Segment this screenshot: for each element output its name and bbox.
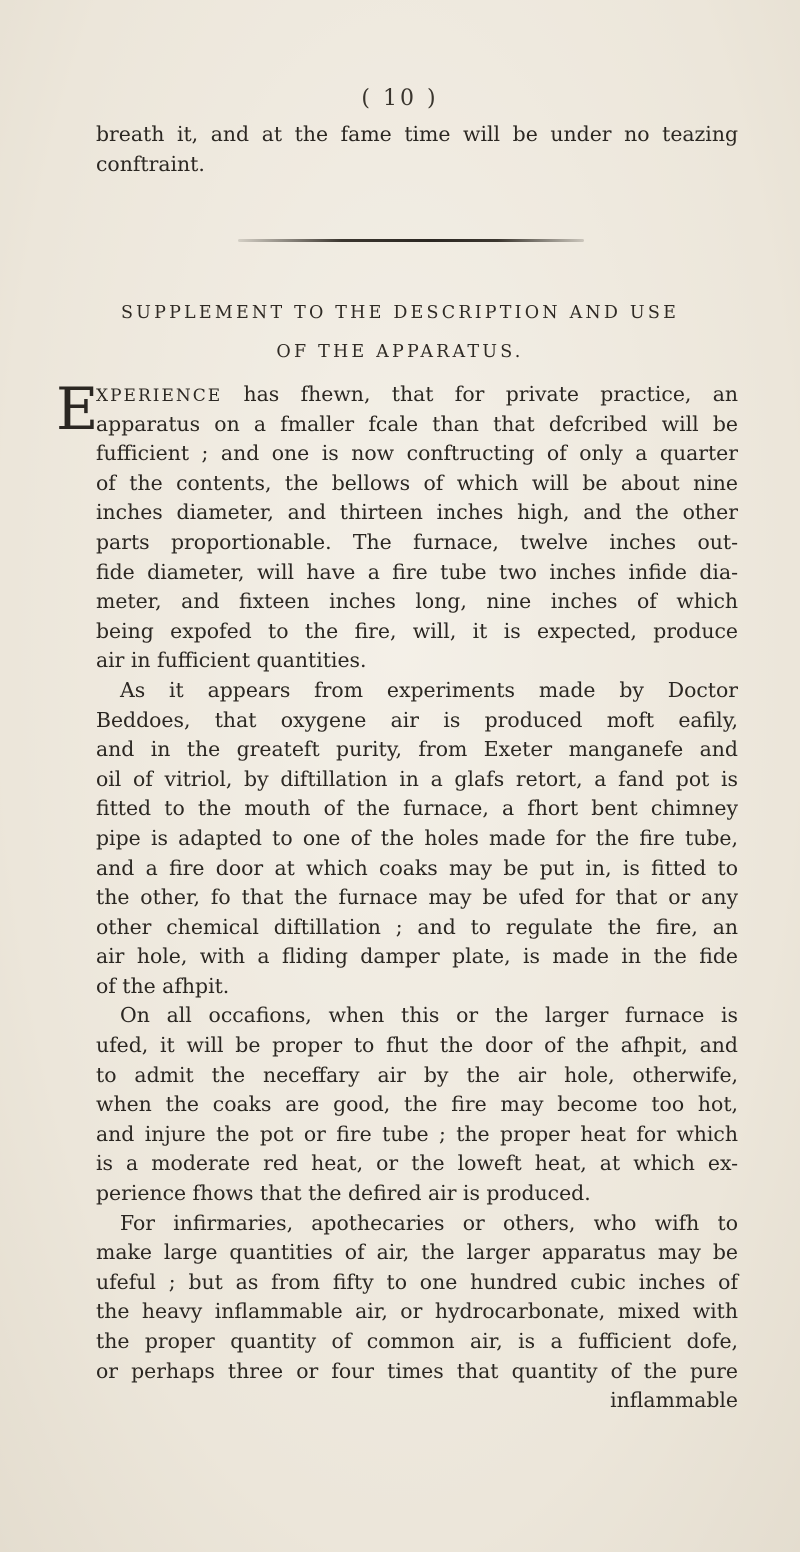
text-line: and injure the pot or fire tube ; the proper heat for which: [96, 1121, 738, 1146]
body-text: [56, 375, 738, 1416]
text-line: other chemical diftillation ; and to regulate the fire, an: [96, 914, 738, 939]
section-divider: [238, 239, 584, 242]
text-line: of the contents, the bellows of which will be about nine: [96, 470, 738, 495]
text-line: fufficient ; and one is now conftructing of only a quarter: [96, 441, 738, 466]
text-line: meter, and fixteen inches long, nine inches of which: [96, 589, 738, 614]
text-line: breath it, and at the fame time will be under no teazing: [96, 122, 738, 146]
section-heading-continued: OF THE APPARATUS.: [276, 342, 524, 362]
section-heading: SUPPLEMENT TO THE DESCRIPTION AND USE: [120, 303, 680, 323]
text-line: and a fire door at which coaks may be put in, is fitted to: [96, 855, 738, 880]
text-line: ufeful ; but as from fifty to one hundred cubic inches of: [96, 1269, 738, 1294]
text-line: or perhaps three or four times that quantity of the pure: [96, 1358, 738, 1383]
text-line: to admit the neceffary air by the air hole, otherwife,: [96, 1062, 738, 1087]
first-word-rest: XPERIENCE: [96, 386, 223, 406]
text-line: and in the greateft purity, from Exeter manganefe and: [96, 737, 738, 762]
opening-paragraph: [96, 120, 738, 179]
text-line: the heavy inflammable air, or hydrocarbonate, mixed with: [96, 1299, 738, 1324]
text-line: being expofed to the fire, will, it is expected, produce: [96, 618, 738, 643]
text-line: air hole, with a fliding damper plate, is made in the fide: [96, 944, 738, 969]
text-line: perience fhows that the defired air is produced.: [96, 1181, 591, 1206]
text-line: parts proportionable. The furnace, twelve inches out-: [96, 529, 738, 554]
text-line: conftraint.: [96, 151, 205, 176]
text-line: apparatus on a fmaller fcale than that defcribed will be: [96, 411, 738, 436]
text-line: fitted to the mouth of the furnace, a fhort bent chimney: [96, 796, 738, 821]
text-line: As it appears from experiments made by Doctor: [120, 677, 738, 702]
text-line: On all occafions, when this or the larger furnace is: [120, 1003, 738, 1028]
text-line: the proper quantity of common air, is a fufficient dofe,: [96, 1329, 738, 1353]
text-line: make large quantities of air, the larger apparatus may be: [96, 1240, 738, 1265]
text-line: of the afhpit.: [96, 973, 230, 998]
text-line: oil of vitriol, by diftillation in a glafs retort, a fand pot is: [96, 766, 738, 791]
text-line: ufed, it will be proper to fhut the door of the afhpit, and: [96, 1033, 738, 1058]
text-line: is a moderate red heat, or the loweft heat, at which ex-: [96, 1151, 738, 1176]
first-line-text: has fhewn, that for private practice, an: [222, 382, 738, 406]
text-line: For infirmaries, apothecaries or others, who wifh to: [120, 1210, 738, 1235]
drop-cap: E: [56, 375, 99, 443]
page-number: ( 10 ): [361, 86, 439, 111]
text-line: pipe is adapted to one of the holes made for the fire tube,: [96, 825, 738, 850]
text-line: Beddoes, that oxygene air is produced moft eafily,: [96, 707, 738, 732]
text-line: inches diameter, and thirteen inches high, and the other: [96, 500, 738, 525]
text-line: when the coaks are good, the fire may become too hot,: [96, 1092, 738, 1117]
text-line: air in fufficient quantities.: [96, 648, 367, 673]
text-line: the other, fo that the furnace may be ufed for that or any: [96, 885, 738, 910]
text-line: fide diameter, will have a fire tube two inches infide dia-: [96, 559, 738, 584]
catchword: inflammable: [610, 1388, 738, 1413]
